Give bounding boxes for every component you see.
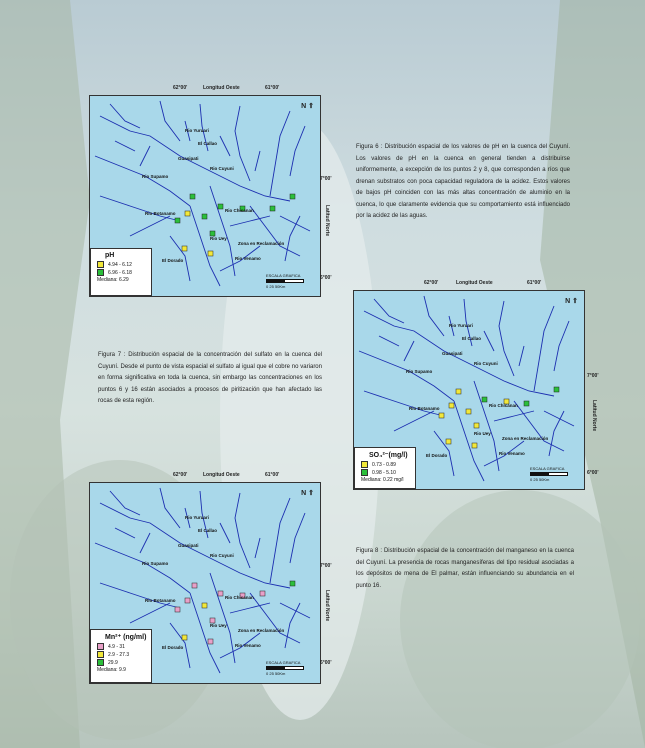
place-label: Rio Yuruari <box>185 515 209 520</box>
river-line <box>499 301 514 376</box>
caption-figure-6: Figura 6 : Distribución espacial de los valores de pH en la cuenca del Cuyuní. Los valores de pH en la cuenca en general tienden a distribuirse uniformemente, a excepción de los puntos 2 y 8, que corresponden a ríos que drenan substratos con poca capacidad reguladora de la acidez. Estos valores de bajos pH coinciden con las más altas concentración de aluminio en la cuenca, lo que claramente evidencia que su comportamiento está influenciado por la acidez de las aguas. <box>356 144 570 219</box>
river-line <box>280 216 310 231</box>
place-label: El Callao <box>462 336 482 341</box>
sample-point-marker <box>175 218 180 223</box>
sample-point-marker <box>554 387 559 392</box>
lon-right-label: 61°00' <box>527 280 542 286</box>
river-line <box>115 528 135 538</box>
legend-item: 2.9 - 27.3 <box>108 651 130 658</box>
sample-point-marker <box>472 443 477 448</box>
river-line <box>255 538 260 558</box>
lat-title: Latitud Norte <box>324 590 330 622</box>
place-label: Rio Venamo <box>235 643 261 648</box>
place-label: Zona en Reclamación <box>238 628 285 633</box>
river-line <box>140 533 150 553</box>
river-line <box>140 146 150 166</box>
sample-point-marker <box>190 194 195 199</box>
sample-point-marker <box>185 598 190 603</box>
place-label: Rio Cuyuni <box>210 553 234 558</box>
legend-swatch <box>361 469 368 476</box>
legend <box>90 629 152 683</box>
river-line <box>544 411 574 426</box>
place-label: El Dorado <box>426 453 448 458</box>
legend-item: 4.9 - 31 <box>108 643 125 650</box>
map-ph <box>89 95 321 297</box>
sample-point-marker <box>192 583 197 588</box>
map-manganese <box>89 482 321 684</box>
legend <box>90 248 152 296</box>
legend-item: 4.94 - 6.12 <box>108 261 132 268</box>
scale-bar: ESCALA GRAFICA 0 25 50Km <box>266 273 304 289</box>
sample-point-marker <box>260 591 265 596</box>
scale-bar: ESCALA GRAFICA 0 25 50Km <box>266 660 304 676</box>
sample-point-marker <box>449 403 454 408</box>
place-label: Rio Uey <box>210 236 227 241</box>
legend-title: pH <box>105 252 115 259</box>
place-label: Rio Supamo <box>406 369 433 374</box>
legend-item: 6.96 - 6.18 <box>108 269 132 276</box>
lat-top-label: 7°00' <box>587 373 599 379</box>
lon-title: Longitud Oeste <box>203 85 240 91</box>
map-sulfate <box>353 290 585 490</box>
legend-swatch <box>97 269 104 276</box>
river-line <box>235 493 250 568</box>
place-label: El Callao <box>198 141 218 146</box>
river-line <box>280 603 310 618</box>
river-line <box>160 101 180 141</box>
place-label: Guasipati <box>442 351 463 356</box>
sample-point-marker <box>456 389 461 394</box>
place-label: Rio Supamo <box>142 561 169 566</box>
sample-point-marker <box>202 214 207 219</box>
place-label: El Callao <box>198 528 218 533</box>
river-line <box>484 331 494 351</box>
sample-point-marker <box>175 607 180 612</box>
river-line <box>290 126 305 176</box>
sample-point-marker <box>208 639 213 644</box>
river-line <box>235 106 250 181</box>
lat-title: Latitud Norte <box>591 400 597 432</box>
place-label: Rio Botanamo <box>409 406 440 411</box>
lon-title: Longitud Oeste <box>456 280 493 286</box>
lon-left-label: 62°00' <box>173 85 188 91</box>
river-line <box>220 136 230 156</box>
sample-point-marker <box>182 246 187 251</box>
river-line <box>110 491 140 515</box>
place-label: Rio Venamo <box>235 256 261 261</box>
place-label: Rio Chicanan <box>225 595 254 600</box>
lat-bottom-label: 6°00' <box>320 275 332 281</box>
river-line <box>374 299 404 323</box>
legend-swatch <box>361 461 368 468</box>
caption-figure-7: Figura 7 : Distribución espacial de la concentración del sulfato en la cuenca del Cuyuní. Desde el punto de vista espacial el sulfato al igual que el cobre no variaron en forma significativa en toda la cuenca, sin embargo las concentraciones en los puntos 6 y 16 están asociados a procesos de piritización que han afectado las rocas de esta región. <box>98 352 322 404</box>
river-line <box>534 306 554 391</box>
place-label: Rio Cuyuni <box>210 166 234 171</box>
river-line <box>220 523 230 543</box>
river-line <box>110 104 140 128</box>
place-label: Rio Chicanan <box>225 208 254 213</box>
lon-right-label: 61°00' <box>265 85 280 91</box>
lat-top-label: 7°00' <box>320 176 332 182</box>
sample-point-marker <box>208 251 213 256</box>
lat-bottom-label: 6°00' <box>587 470 599 476</box>
sample-point-marker <box>466 409 471 414</box>
lat-bottom-label: 6°00' <box>320 660 332 666</box>
sample-point-marker <box>290 581 295 586</box>
river-line <box>270 498 290 583</box>
legend-median: Mediana: 9.9 <box>97 667 126 673</box>
legend-median: Mediana: 6.29 <box>97 277 129 283</box>
river-line <box>115 141 135 151</box>
legend-swatch <box>97 261 104 268</box>
lon-right-label: 61°00' <box>265 472 280 478</box>
place-label: Rio Uey <box>474 431 491 436</box>
lat-top-label: 7°00' <box>320 563 332 569</box>
river-line <box>379 336 399 346</box>
sample-point-marker <box>218 591 223 596</box>
legend-swatch <box>97 659 104 666</box>
place-label: Zona en Reclamación <box>238 241 285 246</box>
sample-point-marker <box>439 413 444 418</box>
legend-median: Mediana: 0.22 mg/l <box>361 477 404 483</box>
legend-title: Mn²⁺ (ng/ml) <box>105 634 147 641</box>
river-line <box>270 111 290 196</box>
river-line <box>160 488 180 528</box>
north-arrow-icon: N ⇑ <box>301 490 314 497</box>
river-line <box>95 156 190 206</box>
lat-title: Latitud Norte <box>324 205 330 237</box>
lon-left-label: 62°00' <box>424 280 439 286</box>
place-label: El Dorado <box>162 258 184 263</box>
place-label: Rio Yuruari <box>185 128 209 133</box>
scale-bar: ESCALA GRAFICA 0 25 50Km <box>530 466 568 482</box>
place-label: Rio Botanamo <box>145 598 176 603</box>
river-line <box>130 603 170 623</box>
place-label: Rio Venamo <box>499 451 525 456</box>
sample-point-marker <box>524 401 529 406</box>
river-line <box>519 346 524 366</box>
sample-point-marker <box>474 423 479 428</box>
place-label: Rio Yuruari <box>449 323 473 328</box>
sample-point-marker <box>290 194 295 199</box>
legend-item: 0.98 - 5.10 <box>372 469 396 476</box>
river-line <box>359 351 454 401</box>
legend-item: 29.9 <box>108 659 118 666</box>
place-label: Rio Supamo <box>142 174 169 179</box>
place-label: Rio Botanamo <box>145 211 176 216</box>
place-label: Zona en Reclamación <box>502 436 549 441</box>
sample-point-marker <box>482 397 487 402</box>
river-line <box>394 411 434 431</box>
legend-title: SO₄²⁻(mg/l) <box>369 452 408 459</box>
north-arrow-icon: N ⇑ <box>565 298 578 305</box>
river-line <box>95 543 190 593</box>
sample-point-marker <box>270 206 275 211</box>
place-label: El Dorado <box>162 645 184 650</box>
river-line <box>404 341 414 361</box>
sample-point-marker <box>218 204 223 209</box>
legend <box>354 447 416 489</box>
sample-point-marker <box>202 603 207 608</box>
legend-swatch <box>97 651 104 658</box>
legend-swatch <box>97 643 104 650</box>
place-label: Guasipati <box>178 156 199 161</box>
river-line <box>255 151 260 171</box>
river-line <box>424 296 444 336</box>
caption-figure-8: Figura 8 : Distribución espacial de la concentración del manganeso en la cuenca del Cuyuní. La presencia de rocas manganesíferas del tipo residual asociadas a los depósitos de mena de El palmar, están influenciando su abundancia en el punto 16. <box>356 548 574 589</box>
place-label: Rio Chicanan <box>489 403 518 408</box>
lon-title: Longitud Oeste <box>203 472 240 478</box>
sample-point-marker <box>446 439 451 444</box>
river-line <box>554 321 569 371</box>
place-label: Rio Cuyuni <box>474 361 498 366</box>
place-label: Rio Uey <box>210 623 227 628</box>
place-label: Guasipati <box>178 543 199 548</box>
sample-point-marker <box>182 635 187 640</box>
legend-item: 0.73 - 0.89 <box>372 461 396 468</box>
lon-left-label: 62°00' <box>173 472 188 478</box>
sample-point-marker <box>185 211 190 216</box>
river-line <box>130 216 170 236</box>
river-line <box>290 513 305 563</box>
north-arrow-icon: N ⇑ <box>301 103 314 110</box>
